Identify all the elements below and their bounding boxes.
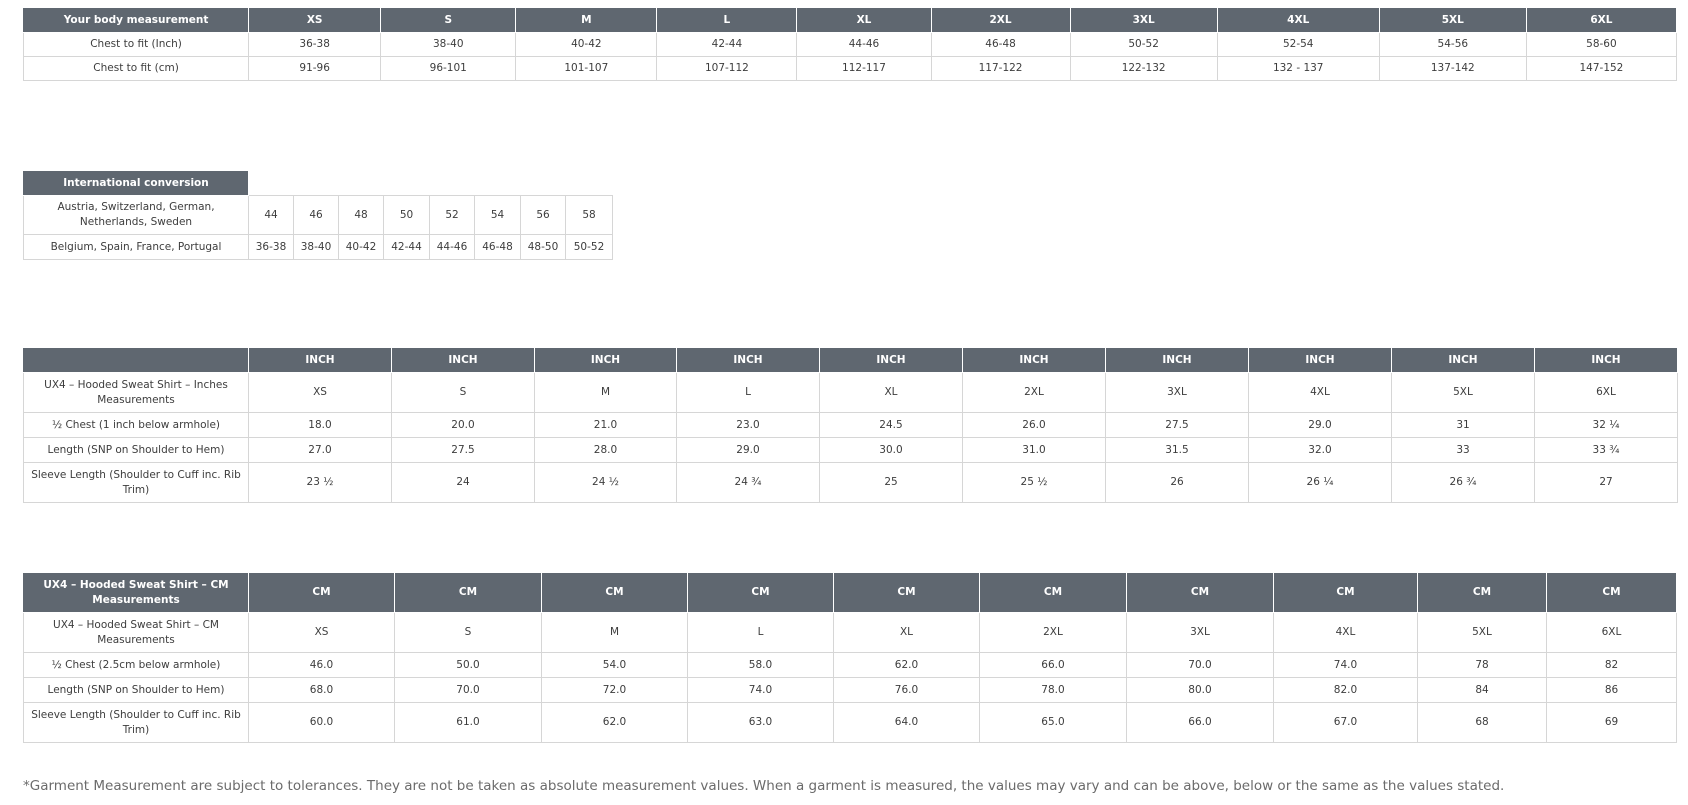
table-cell: 46-48 [475,235,521,260]
table-cell: 24 ¾ [677,463,820,503]
international-conversion-table [23,170,613,260]
table-cell: 26 ¼ [1249,463,1392,503]
table-row [24,653,1677,678]
inch-measurements-table [23,347,1678,503]
header-cell: CM [395,573,542,613]
table-cell: 44-46 [430,235,475,260]
header-cell: UX4 – Hooded Sweat Shirt – CM Measurements [24,573,249,613]
table-row [24,196,613,235]
header-cell: CM [1418,573,1547,613]
table-cell: 29.0 [1249,413,1392,438]
tolerance-footnote: *Garment Measurement are subject to tolerances. They are not be taken as absolute measurement values. When a garment is measured, the values may vary and can be above, below or the same as the values stated. [23,778,1505,794]
table-cell: 122-132 [1070,57,1217,81]
table-row [24,57,1677,81]
table-cell: 44-46 [797,33,931,57]
table-cell: 52-54 [1217,33,1379,57]
table-cell: 52 [430,196,475,235]
table-cell: 107-112 [657,57,797,81]
table-cell: 21.0 [535,413,677,438]
table-cell: 62.0 [834,653,980,678]
header-cell: L [657,8,797,33]
table-cell: 56 [521,196,566,235]
table-cell: 50 [384,196,430,235]
table-cell: 64.0 [834,703,980,743]
table-cell: 58-60 [1526,33,1676,57]
row-label: Sleeve Length (Shoulder to Cuff inc. Rib Trim) [24,463,249,503]
table-cell: 54.0 [542,653,688,678]
table-row [24,463,1678,503]
row-label: Austria, Switzerland, German, Netherlands, Sweden [24,196,249,235]
header-cell: XS [249,8,381,33]
table-cell: 67.0 [1274,703,1418,743]
table-cell: 23.0 [677,413,820,438]
table-cell: 86 [1547,678,1677,703]
row-label: Sleeve Length (Shoulder to Cuff inc. Rib Trim) [24,703,249,743]
table-cell: 82 [1547,653,1677,678]
table-cell: 28.0 [535,438,677,463]
table-cell: 27.0 [249,438,392,463]
table-cell: 23 ½ [249,463,392,503]
table-cell: S [392,373,535,413]
header-cell: INCH [249,348,392,373]
table-cell: 91-96 [249,57,381,81]
table-cell: M [542,613,688,653]
header-cell: CM [688,573,834,613]
table-cell: 38-40 [294,235,339,260]
table-cell: M [535,373,677,413]
table-cell: 36-38 [249,235,294,260]
table-cell: 2XL [963,373,1106,413]
table-row [24,613,1677,653]
table-cell: 5XL [1392,373,1535,413]
table-cell: 46.0 [249,653,395,678]
table-row [24,235,613,260]
table-cell: 82.0 [1274,678,1418,703]
header-spacer [249,171,613,196]
table-cell: 46-48 [931,33,1070,57]
table-row [24,33,1677,57]
table-cell: 66.0 [980,653,1127,678]
header-cell: S [381,8,516,33]
table-cell: 74.0 [688,678,834,703]
table-cell: 72.0 [542,678,688,703]
table-cell: 25 ½ [963,463,1106,503]
table-row [24,703,1677,743]
header-cell: CM [980,573,1127,613]
table-cell: 26 ¾ [1392,463,1535,503]
table-cell: 24.5 [820,413,963,438]
table-cell: 132 - 137 [1217,57,1379,81]
table-cell: 24 [392,463,535,503]
row-label: Belgium, Spain, France, Portugal [24,235,249,260]
header-cell: INCH [677,348,820,373]
table-cell: 137-142 [1379,57,1526,81]
table-row [24,413,1678,438]
header-cell: M [516,8,657,33]
header-cell [24,348,249,373]
table-cell: 74.0 [1274,653,1418,678]
table-cell: 117-122 [931,57,1070,81]
table-cell: L [688,613,834,653]
table-cell: 27.5 [1106,413,1249,438]
table-cell: 54 [475,196,521,235]
cm-measurements-table [23,572,1677,743]
table-cell: 50.0 [395,653,542,678]
table-cell: 69 [1547,703,1677,743]
table-row [24,678,1677,703]
table-cell: 65.0 [980,703,1127,743]
table-cell: 70.0 [1127,653,1274,678]
table-cell: 84 [1418,678,1547,703]
table-cell: 101-107 [516,57,657,81]
table-cell: 76.0 [834,678,980,703]
table-cell: 50-52 [566,235,613,260]
table-cell: 24 ½ [535,463,677,503]
row-label: UX4 – Hooded Sweat Shirt – CM Measurements [24,613,249,653]
header-cell: 3XL [1070,8,1217,33]
table-cell: 78 [1418,653,1547,678]
row-label: Chest to fit (Inch) [24,33,249,57]
table-cell: 27 [1535,463,1678,503]
header-cell: CM [249,573,395,613]
header-cell: INCH [1106,348,1249,373]
header-cell: CM [1127,573,1274,613]
table-cell: 25 [820,463,963,503]
header-cell: 5XL [1379,8,1526,33]
table-cell: XS [249,613,395,653]
table-cell: 32 ¼ [1535,413,1678,438]
row-label: Length (SNP on Shoulder to Hem) [24,678,249,703]
row-label: ½ Chest (1 inch below armhole) [24,413,249,438]
table-cell: 31 [1392,413,1535,438]
table-cell: 40-42 [516,33,657,57]
table-cell: 46 [294,196,339,235]
table-cell: 36-38 [249,33,381,57]
table-header-row [24,348,1678,373]
row-label: Chest to fit (cm) [24,57,249,81]
table-cell: 78.0 [980,678,1127,703]
table-header-row [24,171,613,196]
header-cell: Your body measurement [24,8,249,33]
table-cell: 33 [1392,438,1535,463]
table-cell: S [395,613,542,653]
row-label: Length (SNP on Shoulder to Hem) [24,438,249,463]
table-header-row [24,8,1677,33]
table-cell: 4XL [1249,373,1392,413]
table-row [24,438,1678,463]
table-cell: 112-117 [797,57,931,81]
header-cell: INCH [820,348,963,373]
row-label: UX4 – Hooded Sweat Shirt – Inches Measurements [24,373,249,413]
header-cell: INCH [535,348,677,373]
header-cell: INCH [1249,348,1392,373]
table-cell: 38-40 [381,33,516,57]
table-cell: 31.5 [1106,438,1249,463]
table-cell: 42-44 [384,235,430,260]
table-cell: 68.0 [249,678,395,703]
header-cell: INCH [392,348,535,373]
table-cell: 58.0 [688,653,834,678]
table-cell: 6XL [1535,373,1678,413]
table-cell: 48-50 [521,235,566,260]
table-cell: 27.5 [392,438,535,463]
table-cell: 26 [1106,463,1249,503]
table-cell: 48 [339,196,384,235]
header-cell: 2XL [931,8,1070,33]
table-header-row [24,573,1677,613]
table-cell: 5XL [1418,613,1547,653]
header-cell: CM [834,573,980,613]
table-cell: 32.0 [1249,438,1392,463]
table-cell: 63.0 [688,703,834,743]
table-cell: 147-152 [1526,57,1676,81]
header-cell: CM [1274,573,1418,613]
table-cell: 3XL [1127,613,1274,653]
table-cell: 6XL [1547,613,1677,653]
table-cell: 61.0 [395,703,542,743]
table-cell: 31.0 [963,438,1106,463]
table-cell: 62.0 [542,703,688,743]
table-cell: 70.0 [395,678,542,703]
table-cell: 96-101 [381,57,516,81]
table-cell: 60.0 [249,703,395,743]
table-cell: 33 ¾ [1535,438,1678,463]
table-row [24,373,1678,413]
table-cell: 4XL [1274,613,1418,653]
table-cell: 42-44 [657,33,797,57]
header-cell: INCH [963,348,1106,373]
table-cell: 44 [249,196,294,235]
table-cell: XL [834,613,980,653]
table-cell: 50-52 [1070,33,1217,57]
table-cell: 58 [566,196,613,235]
header-cell: CM [542,573,688,613]
header-cell: INCH [1392,348,1535,373]
table-cell: 40-42 [339,235,384,260]
table-cell: 2XL [980,613,1127,653]
table-cell: 3XL [1106,373,1249,413]
row-label: ½ Chest (2.5cm below armhole) [24,653,249,678]
table-cell: 20.0 [392,413,535,438]
table-cell: 29.0 [677,438,820,463]
table-cell: 18.0 [249,413,392,438]
table-cell: 80.0 [1127,678,1274,703]
table-cell: 54-56 [1379,33,1526,57]
table-cell: 26.0 [963,413,1106,438]
table-cell: 30.0 [820,438,963,463]
header-cell: CM [1547,573,1677,613]
header-cell: INCH [1535,348,1678,373]
header-cell: XL [797,8,931,33]
table-cell: XS [249,373,392,413]
table-cell: 66.0 [1127,703,1274,743]
header-cell: 4XL [1217,8,1379,33]
table-cell: L [677,373,820,413]
conversion-title: International conversion [24,171,249,196]
table-cell: 68 [1418,703,1547,743]
header-cell: 6XL [1526,8,1676,33]
body-measurement-table [23,7,1677,81]
table-cell: XL [820,373,963,413]
